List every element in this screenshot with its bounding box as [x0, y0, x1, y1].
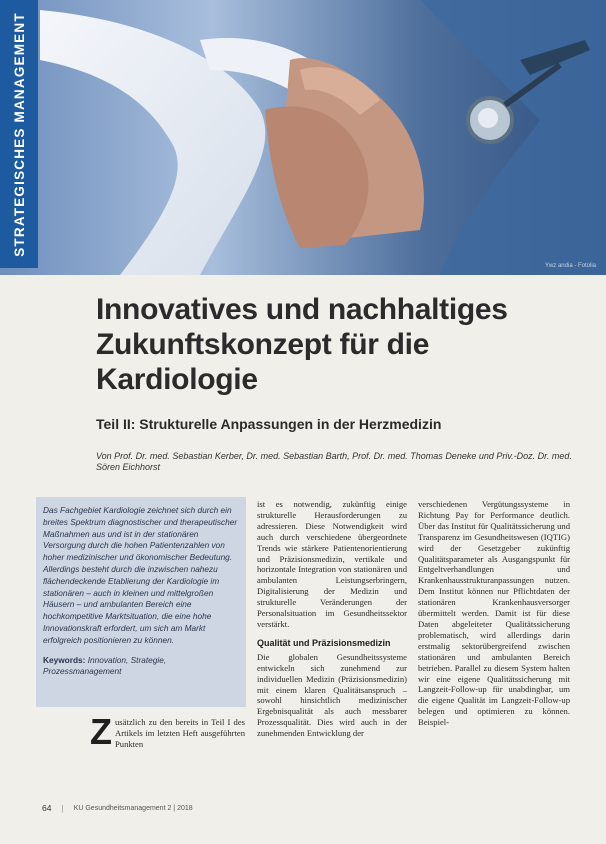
keywords: [43, 655, 239, 677]
keywords-label: Keywords:: [43, 654, 86, 665]
section-heading: Qualität und Präzisionsmedizin: [257, 637, 391, 648]
page-number: 64: [42, 803, 52, 813]
article-subtitle: Teil II: Strukturelle Anpassungen in der Herzmedizin: [96, 416, 442, 432]
dropcap: Z: [90, 711, 112, 752]
footer-separator: |: [61, 803, 64, 813]
section-label-text: STRATEGISCHES MANAGEMENT: [11, 11, 27, 257]
journal-name: KU Gesundheitsmanagement 2 | 2018: [73, 804, 193, 812]
article-title: [96, 292, 576, 397]
body-column-3: [418, 499, 570, 728]
title-line-3: Kardiologie: [96, 363, 258, 396]
body-column-1: [90, 711, 245, 752]
keywords-list: Innovation, Strategie, Prozessmanagement: [43, 654, 167, 676]
column-2-intro: ist es notwendig, zukünftig einige strukturelle Herausforderungen zu adressieren. Diese Notwendigkeit wird auch durch verschiedene übergeordnete Trends wie stärkere Patientenorientierung und Präzisionsmedizin, vertikale und horizontale Integration von stationären und ambulanten Leistungserbringern, Digitalisierung der Medizin und strukturelle Veränderungen der Personalsituation im Gesundheitssektor verstärkt.: [257, 499, 407, 629]
column-2-text: Die globalen Gesundheitssysteme entwickeln sich zunehmend zur individuellen Medizin (Präzisionsmedizin) mit einem klaren Qualitätsanspruch – sowohl hinsichtlich medizinischer Ergebnisqualität als auch messbarer Prozessqualität. Dies wird auch in der zunehmenden Entwicklung der: [257, 651, 407, 739]
abstract-box: [36, 497, 246, 707]
title-line-1: Innovatives und nachhaltiges: [96, 293, 508, 326]
column-3-text: verschiedenen Vergütungssysteme in Richtung Pay for Performance deutlich. Über das Institut für Qualitätssicherung und Transparenz im Gesundheitswesen (IQTIG) wird der Gesetzgeber zukünftig Qualitätsparameter als Ausgangspunkt für Entgeltverhandlungen und Krankenhausstrukturanpassungen nutzen. Dem Institut können nur Pflichtdaten der stationären Krankenhausversorger übermittelt werden. Damit ist für diese Daten abgeleiteter Qualitätssicherung problematisch, wird allerdings darin erstmalig sektorübergreifend zwischen stationären und ambulanten Bereich betrieben. Parallel zu diesem System halten wir eine eigene Qualitätssicherung mit Langzeit-Follow-up für unabdingbar, um die eigene Qualität im Langzeit-Follow-up belegen und optimieren zu können. Beispiel-: [418, 499, 570, 728]
ecg-paper-hand-image: [0, 0, 606, 275]
photo-credit: Ywz andia - Fotolia: [544, 263, 596, 269]
column-1-text: usätzlich zu den bereits in Teil I des Artikels im letzten Heft ausgeführten Punkten: [115, 717, 245, 749]
abstract-text: Das Fachgebiet Kardiologie zeichnet sich durch ein breites Spektrum diagnostischer und therapeutischer Maßnahmen aus und ist in der stationären Versorgung durch die hohen Patientenzahlen von hoher medizinischer und ökonomischer Bedeutung. Allerdings besteht durch die inzwischen nahezu flächendeckende Etablierung der Kardiologie im stationären – auch in kleinen und mittelgroßen Häusern – und ambulanten Bereich eine hochkompetitive Marktsituation, die eine hohe Innovationskraft erfordert, um sich am Markt erfolgreich positionieren zu können.: [43, 505, 238, 645]
author-line: Von Prof. Dr. med. Sebastian Kerber, Dr. med. Sebastian Barth, Prof. Dr. med. Thomas Deneke und Priv.-Doz. Dr. med. Sören Eichhorst: [96, 451, 572, 472]
title-line-2: Zukunftskonzept für die: [96, 328, 430, 361]
header-photo: [0, 0, 606, 275]
page-footer: [42, 803, 193, 813]
section-label: [0, 0, 38, 268]
body-column-2: [257, 499, 407, 739]
